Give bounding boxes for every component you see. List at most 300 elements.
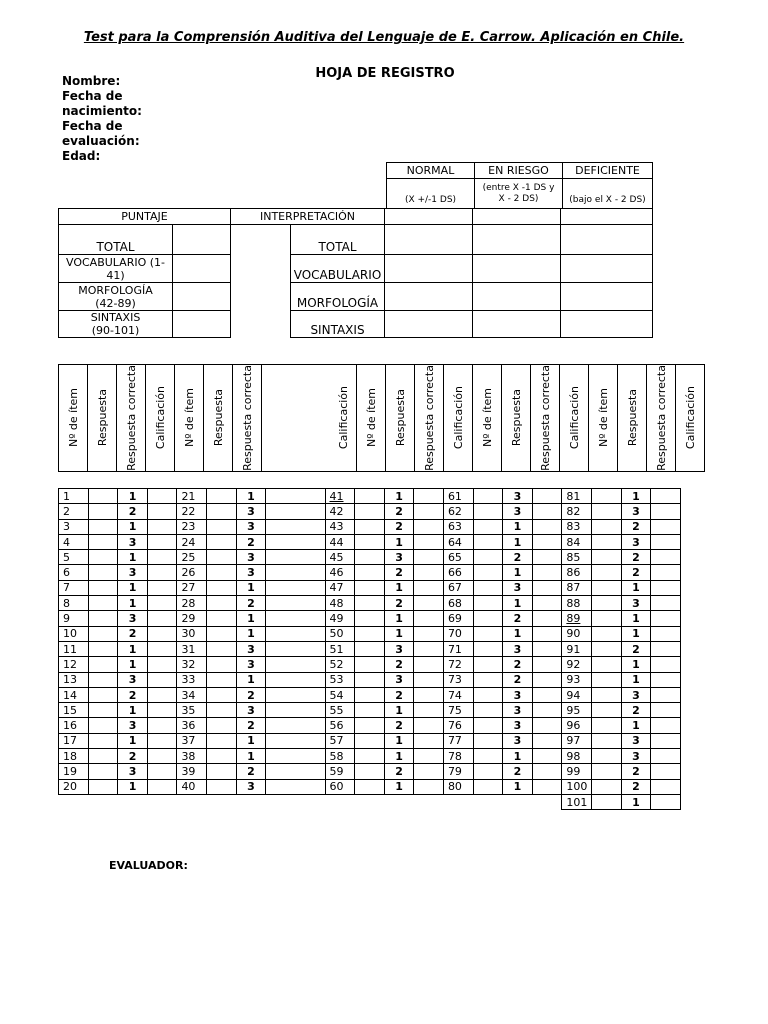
item-number: 60 bbox=[325, 779, 355, 794]
calificacion-cell[interactable] bbox=[651, 550, 681, 565]
col-header-calificacion-5-text: Calificación bbox=[683, 386, 697, 450]
respuesta-cell[interactable] bbox=[355, 779, 385, 794]
calificacion-cell[interactable] bbox=[147, 733, 177, 748]
calificacion-cell[interactable] bbox=[147, 641, 177, 656]
interp-morf-normal[interactable] bbox=[385, 283, 473, 311]
respuesta-cell[interactable] bbox=[207, 611, 237, 626]
respuesta-cell[interactable] bbox=[355, 504, 385, 519]
respuesta-cell[interactable] bbox=[591, 580, 621, 595]
calificacion-cell[interactable] bbox=[651, 489, 681, 504]
calificacion-cell[interactable] bbox=[266, 779, 325, 794]
calificacion-cell[interactable] bbox=[414, 687, 444, 702]
calificacion-cell[interactable] bbox=[266, 764, 325, 779]
calificacion-cell[interactable] bbox=[147, 580, 177, 595]
field-fecha-nacimiento-1: Fecha de bbox=[62, 89, 123, 103]
calificacion-cell[interactable] bbox=[532, 550, 562, 565]
respuesta-cell[interactable] bbox=[355, 626, 385, 641]
calificacion-cell[interactable] bbox=[532, 703, 562, 718]
puntaje-morfologia-line1: MORFOLOGÍA bbox=[78, 283, 153, 297]
respuesta-cell[interactable] bbox=[355, 749, 385, 764]
respuesta-cell[interactable] bbox=[355, 550, 385, 565]
interp-vocab-normal[interactable] bbox=[385, 255, 473, 283]
respuesta-cell[interactable] bbox=[355, 580, 385, 595]
calificacion-cell[interactable] bbox=[532, 580, 562, 595]
respuesta-cell[interactable] bbox=[355, 718, 385, 733]
calificacion-cell[interactable] bbox=[266, 534, 325, 549]
calificacion-cell[interactable] bbox=[414, 565, 444, 580]
col-header-calificacion-1-text: Calificación bbox=[153, 386, 167, 450]
calificacion-cell[interactable] bbox=[651, 779, 681, 794]
calificacion-cell[interactable] bbox=[651, 718, 681, 733]
col-header-calificacion-1 bbox=[146, 365, 175, 472]
interpretacion-total-label: TOTAL bbox=[291, 225, 385, 255]
item-number: 95 bbox=[562, 703, 592, 718]
respuesta-cell[interactable] bbox=[591, 641, 621, 656]
correct-answer: 2 bbox=[118, 626, 148, 641]
calificacion-cell[interactable] bbox=[532, 718, 562, 733]
item-number: 47 bbox=[325, 580, 355, 595]
respuesta-cell[interactable] bbox=[473, 779, 503, 794]
calificacion-cell[interactable] bbox=[651, 534, 681, 549]
empty-cell bbox=[384, 794, 414, 809]
calificacion-cell[interactable] bbox=[147, 565, 177, 580]
puntaje-morfologia-cell[interactable] bbox=[173, 283, 231, 311]
respuesta-cell[interactable] bbox=[88, 504, 118, 519]
calificacion-cell[interactable] bbox=[651, 580, 681, 595]
item-number: 37 bbox=[177, 733, 207, 748]
calificacion-cell[interactable] bbox=[266, 718, 325, 733]
calificacion-cell[interactable] bbox=[414, 657, 444, 672]
respuesta-cell[interactable] bbox=[355, 611, 385, 626]
correct-answer: 3 bbox=[384, 550, 414, 565]
interp-morf-riesgo[interactable] bbox=[473, 283, 561, 311]
puntaje-sintaxis-label bbox=[59, 311, 173, 338]
calificacion-cell[interactable] bbox=[266, 611, 325, 626]
calificacion-cell[interactable] bbox=[266, 489, 325, 504]
respuesta-cell[interactable] bbox=[207, 641, 237, 656]
correct-answer: 3 bbox=[503, 641, 533, 656]
correct-answer: 2 bbox=[236, 596, 266, 611]
respuesta-cell[interactable] bbox=[88, 580, 118, 595]
calificacion-cell[interactable] bbox=[414, 519, 444, 534]
interp-total-riesgo[interactable] bbox=[473, 225, 561, 255]
calificacion-cell[interactable] bbox=[532, 657, 562, 672]
respuesta-cell[interactable] bbox=[473, 596, 503, 611]
respuesta-cell[interactable] bbox=[473, 687, 503, 702]
respuesta-cell[interactable] bbox=[473, 550, 503, 565]
respuesta-cell[interactable] bbox=[207, 580, 237, 595]
col-header-item-2-text: Nº de ítem bbox=[182, 388, 196, 448]
calificacion-cell[interactable] bbox=[532, 611, 562, 626]
calificacion-cell[interactable] bbox=[147, 489, 177, 504]
correct-answer: 1 bbox=[384, 626, 414, 641]
respuesta-cell[interactable] bbox=[355, 641, 385, 656]
item-number: 87 bbox=[562, 580, 592, 595]
calificacion-cell[interactable] bbox=[147, 703, 177, 718]
calificacion-cell[interactable] bbox=[266, 596, 325, 611]
item-number: 7 bbox=[59, 580, 89, 595]
correct-answer: 1 bbox=[236, 489, 266, 504]
calificacion-cell[interactable] bbox=[532, 534, 562, 549]
empty-cell bbox=[207, 794, 237, 809]
respuesta-cell[interactable] bbox=[355, 657, 385, 672]
calificacion-cell[interactable] bbox=[266, 550, 325, 565]
interpretacion-vocabulario-label: VOCABULARIO bbox=[291, 255, 385, 283]
correct-answer: 1 bbox=[503, 626, 533, 641]
respuesta-cell[interactable] bbox=[207, 534, 237, 549]
column-header-table bbox=[58, 364, 705, 472]
puntaje-vocabulario-cell[interactable] bbox=[173, 255, 231, 283]
respuesta-cell[interactable] bbox=[88, 519, 118, 534]
calificacion-cell[interactable] bbox=[414, 733, 444, 748]
item-number: 90 bbox=[562, 626, 592, 641]
field-nombre: Nombre: bbox=[62, 74, 121, 88]
calificacion-cell[interactable] bbox=[651, 749, 681, 764]
respuesta-cell[interactable] bbox=[473, 611, 503, 626]
respuesta-cell[interactable] bbox=[88, 687, 118, 702]
respuesta-cell[interactable] bbox=[591, 779, 621, 794]
calificacion-cell[interactable] bbox=[532, 489, 562, 504]
respuesta-cell[interactable] bbox=[355, 672, 385, 687]
calificacion-cell[interactable] bbox=[147, 519, 177, 534]
calificacion-cell[interactable] bbox=[651, 764, 681, 779]
correct-answer: 3 bbox=[118, 534, 148, 549]
respuesta-cell[interactable] bbox=[207, 489, 237, 504]
col-header-item-5 bbox=[589, 365, 618, 472]
interp-total-deficiente[interactable] bbox=[561, 225, 653, 255]
calificacion-cell[interactable] bbox=[651, 641, 681, 656]
correct-answer: 2 bbox=[621, 550, 651, 565]
calificacion-cell[interactable] bbox=[266, 733, 325, 748]
field-fecha-nacimiento-2: nacimiento: bbox=[62, 104, 142, 118]
respuesta-cell[interactable] bbox=[207, 703, 237, 718]
respuesta-cell[interactable] bbox=[88, 596, 118, 611]
category-normal: NORMAL bbox=[387, 163, 475, 179]
respuesta-cell[interactable] bbox=[591, 534, 621, 549]
col-header-calificacion-3 bbox=[444, 365, 473, 472]
calificacion-cell[interactable] bbox=[532, 749, 562, 764]
calificacion-cell[interactable] bbox=[532, 565, 562, 580]
table-row bbox=[59, 733, 681, 748]
calificacion-cell[interactable] bbox=[414, 749, 444, 764]
calificacion-cell[interactable] bbox=[414, 596, 444, 611]
respuesta-cell[interactable] bbox=[207, 764, 237, 779]
table-row bbox=[59, 794, 681, 809]
respuesta-cell[interactable] bbox=[473, 641, 503, 656]
respuesta-cell[interactable] bbox=[355, 534, 385, 549]
calificacion-cell[interactable] bbox=[651, 611, 681, 626]
respuesta-cell[interactable] bbox=[473, 749, 503, 764]
puntaje-total-cell[interactable] bbox=[173, 225, 231, 255]
respuesta-cell[interactable] bbox=[88, 657, 118, 672]
respuesta-cell[interactable] bbox=[591, 718, 621, 733]
correct-answer: 2 bbox=[384, 657, 414, 672]
calificacion-cell[interactable] bbox=[651, 565, 681, 580]
respuesta-cell[interactable] bbox=[88, 764, 118, 779]
respuesta-cell[interactable] bbox=[473, 489, 503, 504]
col-header-calificacion-3-text: Calificación bbox=[451, 386, 465, 450]
respuesta-cell[interactable] bbox=[207, 565, 237, 580]
calificacion-cell[interactable] bbox=[414, 779, 444, 794]
respuesta-cell[interactable] bbox=[207, 718, 237, 733]
respuesta-cell[interactable] bbox=[591, 504, 621, 519]
calificacion-cell[interactable] bbox=[147, 718, 177, 733]
calificacion-cell[interactable] bbox=[266, 504, 325, 519]
calificacion-cell[interactable] bbox=[532, 779, 562, 794]
respuesta-cell[interactable] bbox=[355, 519, 385, 534]
item-number: 15 bbox=[59, 703, 89, 718]
calificacion-cell[interactable] bbox=[147, 504, 177, 519]
calificacion-cell[interactable] bbox=[532, 672, 562, 687]
respuesta-cell[interactable] bbox=[355, 733, 385, 748]
respuesta-cell[interactable] bbox=[473, 657, 503, 672]
col-header-item-3-text: Nº de ítem bbox=[364, 388, 378, 448]
calificacion-cell[interactable] bbox=[651, 733, 681, 748]
respuesta-cell[interactable] bbox=[88, 489, 118, 504]
respuesta-cell[interactable] bbox=[207, 626, 237, 641]
calificacion-cell[interactable] bbox=[266, 749, 325, 764]
calificacion-cell[interactable] bbox=[414, 641, 444, 656]
respuesta-cell[interactable] bbox=[355, 687, 385, 702]
item-number: 69 bbox=[443, 611, 473, 626]
correct-answer: 2 bbox=[503, 550, 533, 565]
respuesta-cell[interactable] bbox=[473, 626, 503, 641]
respuesta-cell[interactable] bbox=[88, 641, 118, 656]
respuesta-cell[interactable] bbox=[473, 764, 503, 779]
correct-answer: 3 bbox=[503, 733, 533, 748]
respuesta-cell[interactable] bbox=[591, 611, 621, 626]
respuesta-cell[interactable] bbox=[473, 718, 503, 733]
respuesta-cell[interactable] bbox=[207, 550, 237, 565]
calificacion-cell[interactable] bbox=[147, 596, 177, 611]
table-row bbox=[59, 504, 681, 519]
respuesta-cell[interactable] bbox=[88, 749, 118, 764]
respuesta-cell[interactable] bbox=[591, 764, 621, 779]
respuesta-cell[interactable] bbox=[355, 596, 385, 611]
calificacion-cell[interactable] bbox=[414, 550, 444, 565]
respuesta-cell[interactable] bbox=[88, 733, 118, 748]
respuesta-cell[interactable] bbox=[591, 626, 621, 641]
puntaje-morfologia-label bbox=[59, 283, 173, 311]
correct-answer: 3 bbox=[236, 779, 266, 794]
col-header-correcta-4 bbox=[531, 365, 560, 472]
calificacion-cell[interactable] bbox=[414, 611, 444, 626]
item-number: 62 bbox=[443, 504, 473, 519]
correct-answer: 2 bbox=[503, 611, 533, 626]
respuesta-cell[interactable] bbox=[473, 519, 503, 534]
calificacion-cell[interactable] bbox=[651, 504, 681, 519]
item-number: 43 bbox=[325, 519, 355, 534]
respuesta-cell[interactable] bbox=[88, 718, 118, 733]
respuesta-cell[interactable] bbox=[355, 703, 385, 718]
item-number: 98 bbox=[562, 749, 592, 764]
correct-answer: 3 bbox=[503, 504, 533, 519]
respuesta-cell[interactable] bbox=[207, 504, 237, 519]
respuesta-cell[interactable] bbox=[473, 733, 503, 748]
calificacion-cell[interactable] bbox=[414, 718, 444, 733]
respuesta-cell[interactable] bbox=[591, 565, 621, 580]
respuesta-cell[interactable] bbox=[591, 687, 621, 702]
calificacion-cell[interactable] bbox=[147, 749, 177, 764]
calificacion-cell[interactable] bbox=[651, 687, 681, 702]
calificacion-cell[interactable] bbox=[414, 580, 444, 595]
table-row bbox=[59, 657, 681, 672]
calificacion-cell[interactable] bbox=[147, 657, 177, 672]
interp-morf-deficiente[interactable] bbox=[561, 283, 653, 311]
calificacion-cell[interactable] bbox=[414, 489, 444, 504]
calificacion-cell[interactable] bbox=[532, 596, 562, 611]
respuesta-cell[interactable] bbox=[207, 687, 237, 702]
respuesta-cell[interactable] bbox=[591, 657, 621, 672]
calificacion-cell[interactable] bbox=[532, 519, 562, 534]
respuesta-cell[interactable] bbox=[207, 519, 237, 534]
calificacion-cell[interactable] bbox=[414, 703, 444, 718]
respuesta-cell[interactable] bbox=[207, 779, 237, 794]
respuesta-cell[interactable] bbox=[591, 519, 621, 534]
calificacion-cell[interactable] bbox=[147, 550, 177, 565]
col-header-item-4 bbox=[473, 365, 502, 472]
calificacion-cell[interactable] bbox=[266, 672, 325, 687]
calificacion-cell[interactable] bbox=[266, 519, 325, 534]
respuesta-cell[interactable] bbox=[207, 596, 237, 611]
item-number-text: 89 bbox=[566, 612, 581, 626]
interp-vocab-riesgo[interactable] bbox=[473, 255, 561, 283]
respuesta-cell[interactable] bbox=[591, 703, 621, 718]
calificacion-cell[interactable] bbox=[414, 504, 444, 519]
respuesta-cell[interactable] bbox=[207, 657, 237, 672]
respuesta-cell[interactable] bbox=[591, 550, 621, 565]
respuesta-cell[interactable] bbox=[88, 703, 118, 718]
item-number: 49 bbox=[325, 611, 355, 626]
interp-vocab-deficiente[interactable] bbox=[561, 255, 653, 283]
empty-cell bbox=[147, 794, 177, 809]
calificacion-cell[interactable] bbox=[651, 657, 681, 672]
item-number: 88 bbox=[562, 596, 592, 611]
calificacion-cell[interactable] bbox=[651, 626, 681, 641]
correct-answer: 1 bbox=[236, 611, 266, 626]
calificacion-cell[interactable] bbox=[147, 611, 177, 626]
calificacion-cell[interactable] bbox=[532, 733, 562, 748]
calificacion-cell[interactable] bbox=[532, 626, 562, 641]
respuesta-cell[interactable] bbox=[355, 565, 385, 580]
interp-sint-riesgo[interactable] bbox=[473, 311, 561, 338]
calificacion-cell[interactable] bbox=[147, 672, 177, 687]
respuesta-cell[interactable] bbox=[591, 794, 621, 809]
respuesta-cell[interactable] bbox=[473, 703, 503, 718]
calificacion-cell[interactable] bbox=[414, 764, 444, 779]
interp-sint-deficiente[interactable] bbox=[561, 311, 653, 338]
correct-answer: 3 bbox=[236, 565, 266, 580]
respuesta-cell[interactable] bbox=[88, 534, 118, 549]
empty-cell bbox=[532, 794, 562, 809]
calificacion-cell[interactable] bbox=[651, 672, 681, 687]
calificacion-cell[interactable] bbox=[147, 534, 177, 549]
table-row bbox=[59, 519, 681, 534]
respuesta-cell[interactable] bbox=[88, 672, 118, 687]
interp-sint-normal[interactable] bbox=[385, 311, 473, 338]
respuesta-cell[interactable] bbox=[88, 565, 118, 580]
correct-answer: 2 bbox=[621, 565, 651, 580]
puntaje-sintaxis-cell[interactable] bbox=[173, 311, 231, 338]
calificacion-cell[interactable] bbox=[266, 626, 325, 641]
item-number: 54 bbox=[325, 687, 355, 702]
calificacion-cell[interactable] bbox=[532, 641, 562, 656]
calificacion-cell[interactable] bbox=[266, 641, 325, 656]
calificacion-cell[interactable] bbox=[414, 534, 444, 549]
respuesta-cell[interactable] bbox=[88, 611, 118, 626]
respuesta-cell[interactable] bbox=[88, 550, 118, 565]
respuesta-cell[interactable] bbox=[88, 779, 118, 794]
col-header-respuesta-1-text: Respuesta bbox=[95, 389, 109, 447]
col-header-respuesta-5-text: Respuesta bbox=[625, 389, 639, 447]
respuesta-cell[interactable] bbox=[355, 764, 385, 779]
calificacion-cell[interactable] bbox=[147, 779, 177, 794]
correct-answer: 1 bbox=[118, 489, 148, 504]
calificacion-cell[interactable] bbox=[651, 703, 681, 718]
calificacion-cell[interactable] bbox=[266, 580, 325, 595]
respuesta-cell[interactable] bbox=[591, 596, 621, 611]
calificacion-cell[interactable] bbox=[651, 596, 681, 611]
item-number: 36 bbox=[177, 718, 207, 733]
correct-answer: 1 bbox=[384, 749, 414, 764]
table-row bbox=[59, 779, 681, 794]
item-number: 10 bbox=[59, 626, 89, 641]
col-header-correcta-5-text: Respuesta correcta bbox=[654, 365, 668, 471]
item-number: 40 bbox=[177, 779, 207, 794]
calificacion-cell[interactable] bbox=[532, 504, 562, 519]
empty-cell bbox=[236, 794, 266, 809]
correct-answer: 2 bbox=[503, 764, 533, 779]
calificacion-cell[interactable] bbox=[147, 626, 177, 641]
respuesta-cell[interactable] bbox=[207, 672, 237, 687]
respuesta-cell[interactable] bbox=[591, 733, 621, 748]
calificacion-cell[interactable] bbox=[414, 626, 444, 641]
calificacion-cell[interactable] bbox=[266, 703, 325, 718]
respuesta-cell[interactable] bbox=[591, 749, 621, 764]
calificacion-cell[interactable] bbox=[147, 687, 177, 702]
calificacion-cell[interactable] bbox=[651, 794, 681, 809]
respuesta-cell[interactable] bbox=[207, 749, 237, 764]
respuesta-cell[interactable] bbox=[591, 672, 621, 687]
calificacion-cell[interactable] bbox=[651, 519, 681, 534]
respuesta-cell[interactable] bbox=[355, 489, 385, 504]
respuesta-cell[interactable] bbox=[591, 489, 621, 504]
respuesta-cell[interactable] bbox=[473, 672, 503, 687]
item-number: 79 bbox=[443, 764, 473, 779]
calificacion-cell[interactable] bbox=[532, 687, 562, 702]
field-fecha-evaluacion-1: Fecha de bbox=[62, 119, 123, 133]
calificacion-cell[interactable] bbox=[266, 687, 325, 702]
interp-total-normal[interactable] bbox=[385, 225, 473, 255]
calificacion-cell[interactable] bbox=[414, 672, 444, 687]
calificacion-cell[interactable] bbox=[147, 764, 177, 779]
empty-cell bbox=[177, 794, 207, 809]
item-number: 61 bbox=[443, 489, 473, 504]
item-number: 92 bbox=[562, 657, 592, 672]
respuesta-cell[interactable] bbox=[473, 565, 503, 580]
calificacion-cell[interactable] bbox=[532, 764, 562, 779]
respuesta-cell[interactable] bbox=[473, 534, 503, 549]
respuesta-cell[interactable] bbox=[88, 626, 118, 641]
respuesta-cell[interactable] bbox=[207, 733, 237, 748]
calificacion-cell[interactable] bbox=[266, 565, 325, 580]
respuesta-cell[interactable] bbox=[473, 504, 503, 519]
item-number: 64 bbox=[443, 534, 473, 549]
calificacion-cell[interactable] bbox=[266, 657, 325, 672]
empty-cell bbox=[443, 794, 473, 809]
correct-answer: 1 bbox=[118, 519, 148, 534]
respuesta-cell[interactable] bbox=[473, 580, 503, 595]
